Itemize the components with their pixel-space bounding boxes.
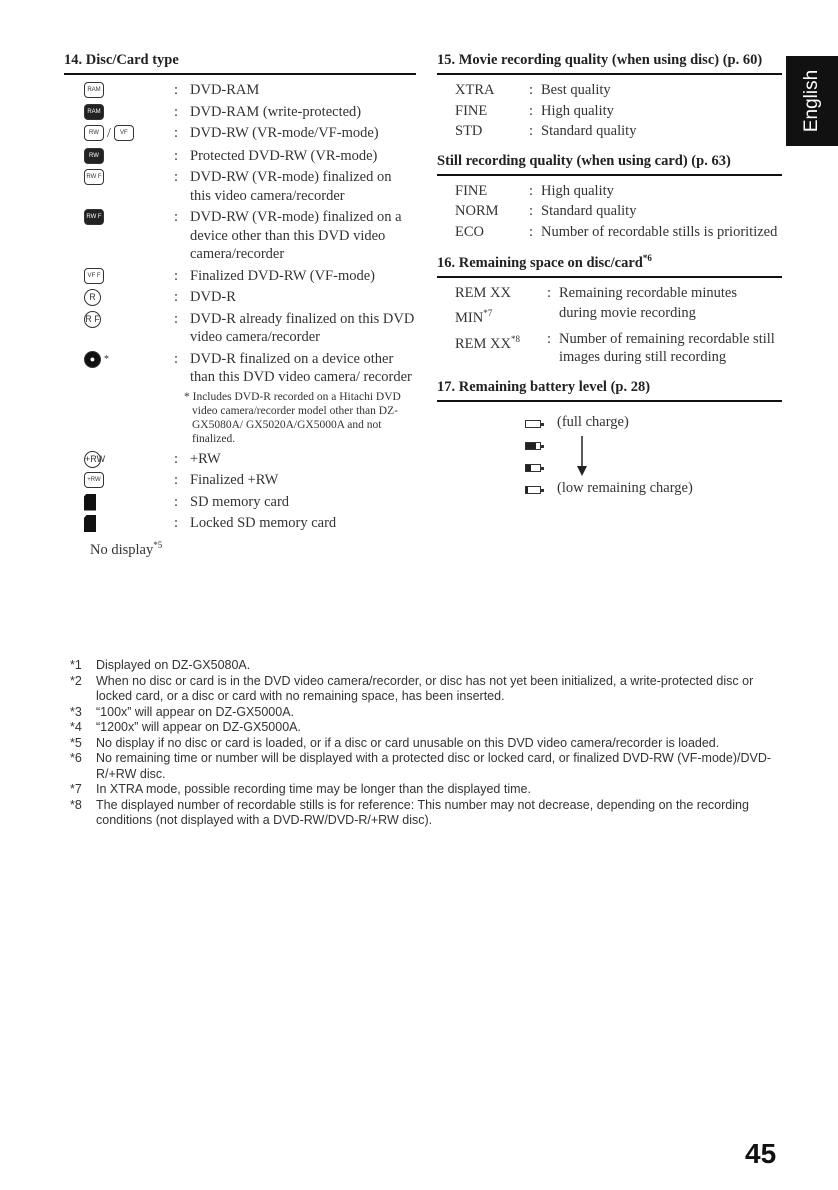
still-quality-title: Still recording quality (when using card) (p. 63) (437, 153, 782, 176)
footnotes (70, 658, 782, 829)
still-quality-section (437, 153, 782, 242)
disc-entry: RW F : DVD-RW (VR-mode) finalized on a device other than this DVD video camera/recorder (84, 208, 416, 264)
plus-rw-finalized-icon: +RW (84, 472, 104, 488)
disc-entry: RAM : DVD-RAM (84, 81, 416, 100)
dvd-r-icon: R (84, 289, 101, 306)
sd-card-locked-icon (84, 515, 96, 532)
dvd-rw-finalized-icon: RW F (84, 169, 104, 185)
section-16-title: 16. Remaining space on disc/card$^{*6}$ (437, 253, 782, 278)
language-tab (786, 56, 838, 146)
battery-full-label: (full charge) (557, 413, 629, 430)
right-column (437, 52, 782, 516)
disc-entry: RW F : DVD-RW (VR-mode) finalized on this video camera/recorder (84, 168, 416, 205)
battery-mid-icon (525, 442, 541, 450)
page-number: 45 (745, 1138, 777, 1169)
footnote: *7 In XTRA mode, possible recording time may be longer than the displayed time. (70, 782, 531, 796)
dvd-r-finalized-icon: R F (84, 311, 101, 328)
disc-entry: RAM : DVD-RAM (write-protected) (84, 103, 416, 122)
dvd-rw-protected-icon: RW (84, 148, 104, 164)
battery-full-icon (525, 420, 541, 428)
disc-entry: RW : Protected DVD-RW (VR-mode) (84, 147, 416, 166)
dvd-ram-icon: RAM (84, 82, 104, 98)
quality-row: FINE : High quality (455, 102, 614, 119)
footnote: *2 When no disc or card is in the DVD video camera/recorder, or disc has not yet been initialized, a write-protected disc or locked card, or a disc or card with no remaining space, has been inserted. (70, 673, 754, 703)
quality-row: STD : Standard quality (455, 123, 637, 139)
remaining-row: MIN$^{*7}$ during movie recording (455, 305, 696, 327)
section-17-title: 17. Remaining battery level (p. 28) (437, 379, 782, 402)
disc-entry: : SD memory card (84, 493, 416, 512)
disc-entry: RW / VF : DVD-RW (VR-mode/VF-mode) (84, 124, 416, 144)
section-14 (64, 52, 416, 558)
disc-entry: ● * : DVD-R finalized on a device other than this DVD video camera/ recorder (84, 350, 416, 387)
battery-levels (437, 408, 782, 504)
section-15 (437, 52, 782, 141)
footnote: *4 “1200x” will appear on DZ-GX5000A. (70, 720, 301, 734)
disc-entry: R : DVD-R (84, 288, 416, 307)
disc-entry: VF F : Finalized DVD-RW (VF-mode) (84, 267, 416, 286)
dvd-ram-protected-icon: RAM (84, 104, 104, 120)
still-quality-row: NORM : Standard quality (455, 203, 637, 219)
battery-low-label: (low remaining charge) (557, 479, 693, 496)
footnote: *5 No display if no disc or card is loaded, or if a disc or card unusable on this DVD video camera/recorder is loaded. (70, 735, 720, 750)
section-16 (437, 253, 782, 367)
still-quality-row: FINE : High quality (455, 182, 614, 199)
remaining-row: REM XX$^{*8}$ : Number of remaining recordable still images during still recording (455, 330, 775, 366)
dvd-rw-vf-icon: VF (114, 125, 134, 141)
dvd-r-other-finalized-icon: ● (84, 351, 101, 368)
no-display-label: No display$^{*5}$ (90, 539, 163, 558)
remaining-row: REM XX : Remaining recordable minutes (455, 284, 737, 301)
disc-entry: +RW : Finalized +RW (84, 471, 416, 490)
section-14-title: 14. Disc/Card type (64, 52, 416, 75)
footnote: *6 No remaining time or number will be displayed with a protected disc or locked card, or finalized DVD-RW (VF-mode)/DVD-R/+RW disc. (70, 751, 772, 781)
quality-row: XTRA : Best quality (455, 82, 611, 98)
plus-rw-icon: +RW (84, 451, 101, 468)
dvd-r-note: * Includes DVD-R recorded on a Hitachi DVD video camera/recorder model other than DZ-GX5080A/ GX5020A/GX5000A and not finalized. (184, 390, 401, 445)
battery-empty-icon (525, 486, 541, 494)
dvd-rw-other-finalized-icon: RW F (84, 209, 104, 225)
disc-entry: +RW : +RW (85, 450, 221, 467)
disc-entry: : Locked SD memory card (84, 514, 416, 533)
battery-low-icon (525, 464, 541, 472)
footnote: *8 The displayed number of recordable stills is for reference: This number may not decrease, depending on the recording conditions (not displayed with a DVD-RW/DVD-R/+RW disc). (70, 797, 749, 827)
arrow-down-icon (575, 436, 589, 476)
language-tab-label: English (801, 69, 822, 133)
dvd-rw-vr-icon: RW (84, 125, 104, 141)
dvd-rw-vf-finalized-icon: VF F (84, 268, 104, 284)
disc-entry: R F : DVD-R already finalized on this DVD video camera/recorder (85, 310, 415, 345)
footnote: *3 “100x” will appear on DZ-GX5000A. (70, 704, 295, 719)
section-17 (437, 379, 782, 504)
section-15-title: 15. Movie recording quality (when using disc) (p. 60) (437, 52, 782, 75)
still-quality-row: ECO : Number of recordable stills is prioritized (455, 223, 778, 240)
sd-card-icon (84, 494, 96, 511)
footnote: *1 Displayed on DZ-GX5080A. (70, 658, 251, 672)
